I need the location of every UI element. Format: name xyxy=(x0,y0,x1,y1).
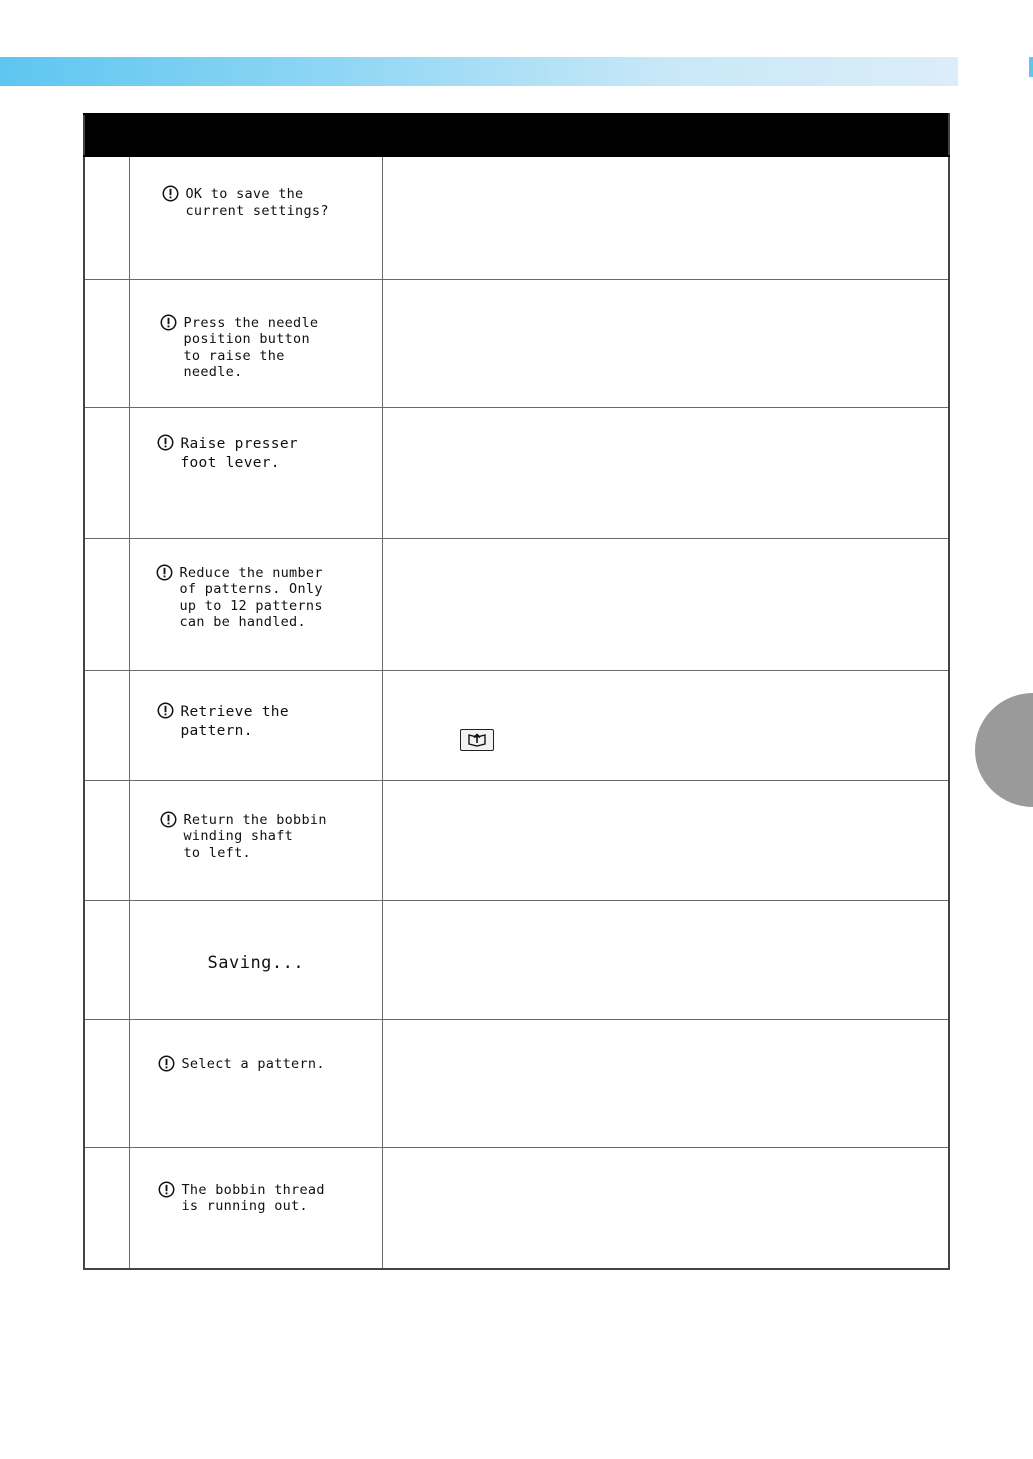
header-message-column xyxy=(129,114,382,156)
table-row xyxy=(84,780,949,900)
warning-icon xyxy=(162,185,179,202)
message-display-cell xyxy=(129,670,382,780)
row-number-cell xyxy=(84,538,129,670)
pocket-retrieve-icon xyxy=(466,732,488,748)
pattern-retrieve-key-icon xyxy=(460,729,494,751)
cause-cell xyxy=(382,900,949,1019)
row-number-cell xyxy=(84,1147,129,1269)
warning-icon xyxy=(158,1181,175,1198)
table-row xyxy=(84,407,949,538)
message-text: Return the bobbin winding shaft to left. xyxy=(183,811,327,861)
row-number-cell xyxy=(84,1019,129,1147)
table-row xyxy=(84,900,949,1019)
cause-cell xyxy=(382,780,949,900)
row-number-cell xyxy=(84,279,129,407)
lcd-message xyxy=(157,703,289,741)
header-cause-column xyxy=(382,114,949,156)
lcd-message xyxy=(157,435,298,473)
top-header-band xyxy=(0,57,958,86)
lcd-message xyxy=(162,186,329,219)
cause-cell xyxy=(382,1147,949,1269)
row-number-cell xyxy=(84,156,129,279)
row-number-cell xyxy=(84,900,129,1019)
cause-cell xyxy=(382,1019,949,1147)
message-text: The bobbin thread is running out. xyxy=(181,1181,325,1214)
message-display-cell xyxy=(129,156,382,279)
cause-cell xyxy=(382,407,949,538)
page-edge-mark xyxy=(1029,57,1033,77)
lcd-message xyxy=(156,565,323,631)
message-display-cell xyxy=(129,780,382,900)
saving-message-text: Saving... xyxy=(207,952,305,973)
error-messages-table xyxy=(83,113,950,1270)
cause-cell xyxy=(382,670,949,780)
warning-icon xyxy=(157,434,174,451)
table-row xyxy=(84,538,949,670)
table-row xyxy=(84,1019,949,1147)
header-number-column xyxy=(84,114,129,156)
row-number-cell xyxy=(84,407,129,538)
lcd-message xyxy=(158,1056,325,1073)
table-row xyxy=(84,156,949,279)
message-display-cell xyxy=(129,538,382,670)
table-row xyxy=(84,1147,949,1269)
message-text: Retrieve the pattern. xyxy=(180,703,289,739)
row-number-cell xyxy=(84,780,129,900)
cause-cell xyxy=(382,279,949,407)
chapter-tab xyxy=(975,693,1033,807)
cause-cell xyxy=(382,538,949,670)
warning-icon xyxy=(160,314,177,331)
warning-icon xyxy=(158,1055,175,1072)
message-text: Select a pattern. xyxy=(181,1055,325,1072)
message-display-cell xyxy=(129,1019,382,1147)
warning-icon xyxy=(157,702,174,719)
table-row xyxy=(84,670,949,780)
warning-icon xyxy=(160,811,177,828)
message-display-cell xyxy=(129,279,382,407)
message-text: Press the needle position button to raise the needle. xyxy=(183,314,319,380)
message-text: OK to save the current settings? xyxy=(185,186,329,219)
row-number-cell xyxy=(84,670,129,780)
lcd-message xyxy=(158,1182,325,1215)
warning-icon xyxy=(156,564,173,581)
message-display-cell xyxy=(129,900,382,1019)
cause-cell xyxy=(382,156,949,279)
table-row xyxy=(84,279,949,407)
message-text: Reduce the number of patterns. Only up to 12 patterns can be handled. xyxy=(179,564,323,630)
lcd-message xyxy=(160,315,319,381)
message-display-cell xyxy=(129,407,382,538)
message-display-cell xyxy=(129,1147,382,1269)
table-header-row xyxy=(84,114,949,156)
lcd-message xyxy=(160,812,327,862)
message-text: Raise presser foot lever. xyxy=(180,435,298,471)
